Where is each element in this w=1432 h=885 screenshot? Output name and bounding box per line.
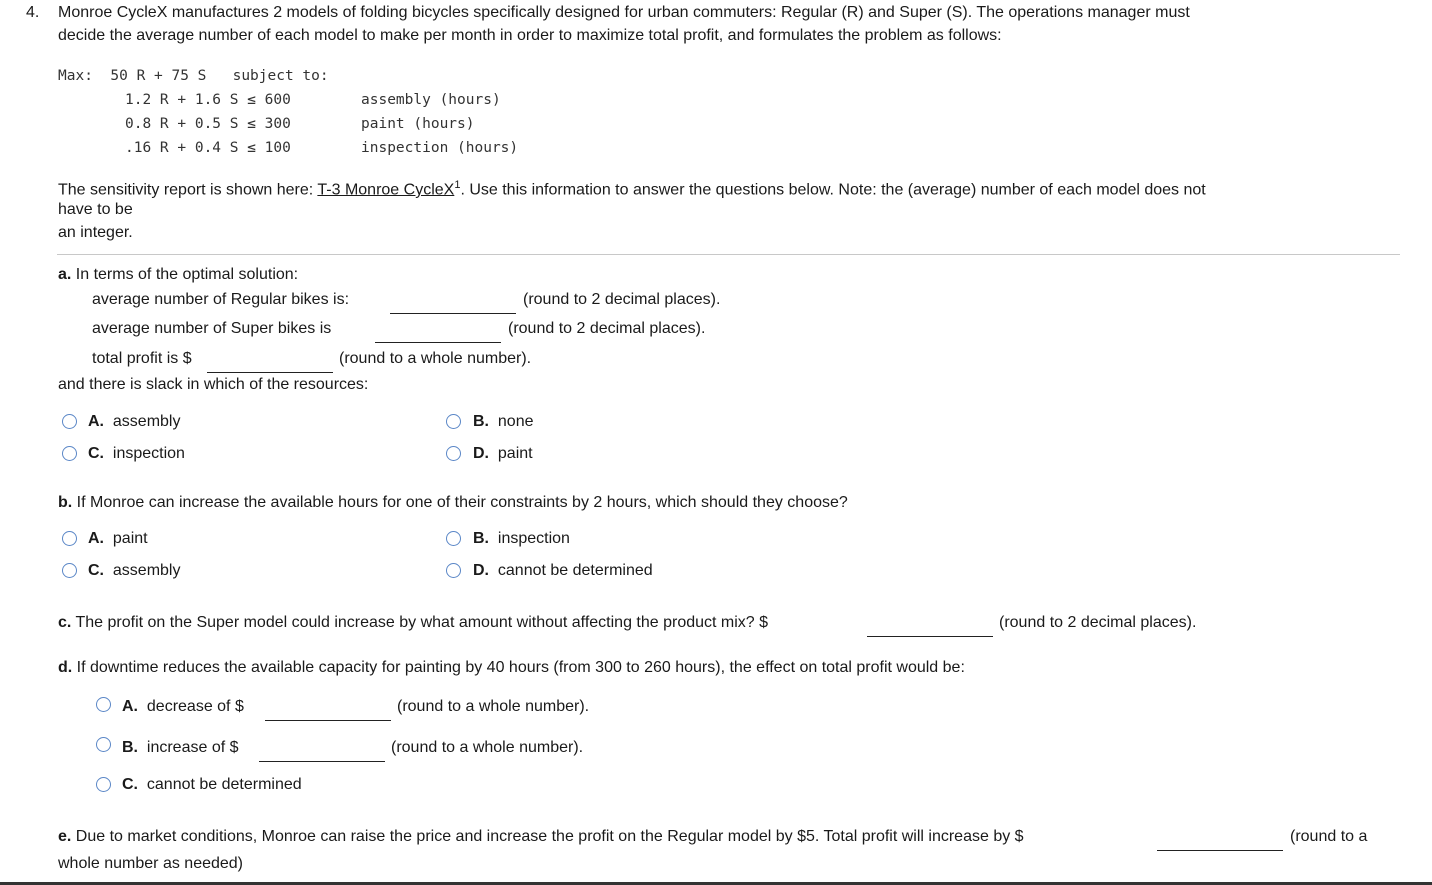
option-text: cannot be determined — [497, 562, 653, 579]
part-d-prompt-text: If downtime reduces the available capacity for painting by 40 hours (from 300 to 260 hours), the effect on total profit would be: — [76, 659, 965, 676]
part-d-option-c-radio[interactable] — [96, 777, 111, 792]
part-e-prompt-text: Due to market conditions, Monroe can raise the price and increase the profit on the Regular model by $5. Total profit will increase by $ — [75, 828, 1024, 845]
part-c-letter: c. — [58, 614, 72, 631]
part-a-option-a — [88, 413, 180, 431]
part-e-hint: (round to a — [1290, 828, 1368, 845]
intro-line-1: Monroe CycleX manufactures 2 models of folding bicycles specifically designed for urban commuters: Regular (R) and Super (S). The operations manager must — [58, 4, 1190, 21]
option-letter: C. — [88, 562, 104, 579]
super-bikes-label: average number of Super bikes is — [92, 320, 332, 337]
part-d-option-a-hint: (round to a whole number). — [397, 698, 590, 715]
part-a-option-a-radio[interactable] — [62, 414, 77, 429]
part-a-letter: a. — [58, 266, 72, 283]
option-text: increase of $ — [146, 739, 239, 756]
part-a-option-d — [473, 445, 533, 463]
part-d-increase-input[interactable] — [259, 739, 385, 762]
part-b-option-c — [88, 562, 180, 580]
part-c-prompt — [58, 614, 768, 632]
option-letter: D. — [473, 445, 489, 462]
slack-prompt: and there is slack in which of the resources: — [58, 376, 369, 393]
part-e-hint-line-2: whole number as needed) — [58, 855, 244, 872]
part-b-option-b-radio[interactable] — [446, 531, 461, 546]
constraint-inspection: .16 R + 0.4 S ≤ 100 — [125, 140, 291, 156]
part-a-prompt — [58, 266, 298, 284]
part-b-letter: b. — [58, 494, 73, 511]
objective-function: Max: 50 R + 75 S subject to: — [58, 68, 329, 84]
sensitivity-suffix: . Use this information to answer the questions below. Note: the (average) number of each model does not — [460, 181, 1206, 199]
sensitivity-line-3: an integer. — [58, 224, 133, 241]
part-c-input[interactable] — [867, 614, 993, 637]
regular-bikes-input[interactable] — [390, 291, 516, 314]
constraint-assembly: 1.2 R + 1.6 S ≤ 600 — [125, 92, 291, 108]
option-letter: B. — [473, 413, 489, 430]
part-a-option-b — [473, 413, 533, 431]
sensitivity-line-2: have to be — [58, 201, 133, 218]
option-text: cannot be determined — [146, 776, 302, 793]
option-text: decrease of $ — [146, 698, 244, 715]
part-d-option-b-radio[interactable] — [96, 737, 111, 752]
part-e-letter: e. — [58, 828, 72, 845]
part-c-prompt-text: The profit on the Super model could increase by what amount without affecting the product mix? $ — [75, 614, 769, 631]
option-letter: D. — [473, 562, 489, 579]
section-divider — [57, 254, 1400, 255]
option-text: paint — [112, 530, 148, 547]
part-a-option-d-radio[interactable] — [446, 446, 461, 461]
part-d-option-a-radio[interactable] — [96, 697, 111, 712]
part-d-option-b — [122, 739, 239, 757]
sensitivity-prefix: The sensitivity report is shown here: — [58, 181, 314, 199]
option-text: none — [497, 413, 534, 430]
part-d-letter: d. — [58, 659, 73, 676]
part-d-option-a — [122, 698, 244, 716]
part-d-decrease-input[interactable] — [265, 698, 391, 721]
regular-bikes-label: average number of Regular bikes is: — [92, 291, 350, 308]
part-b-option-b — [473, 530, 570, 548]
constraint-inspection-label: inspection (hours) — [361, 140, 519, 156]
option-text: assembly — [112, 562, 181, 579]
option-letter: C. — [122, 776, 138, 793]
total-profit-input[interactable] — [207, 350, 333, 373]
part-a-option-b-radio[interactable] — [446, 414, 461, 429]
total-profit-label: total profit is $ — [92, 350, 192, 367]
part-b-option-d-radio[interactable] — [446, 563, 461, 578]
option-text: inspection — [112, 445, 185, 462]
option-letter: A. — [122, 698, 138, 715]
part-b-option-a — [88, 530, 148, 548]
constraint-assembly-label: assembly (hours) — [361, 92, 501, 108]
option-letter: B. — [122, 739, 138, 756]
question-number: 4. — [26, 4, 40, 21]
option-letter: A. — [88, 530, 104, 547]
intro-line-2: decide the average number of each model to make per month in order to maximize total profit, and formulates the problem as follows: — [58, 27, 1002, 44]
part-c-hint: (round to 2 decimal places). — [999, 614, 1197, 631]
option-letter: A. — [88, 413, 104, 430]
part-a-prompt-text: In terms of the optimal solution: — [75, 266, 299, 283]
total-profit-hint: (round to a whole number). — [339, 350, 532, 367]
part-d-option-b-hint: (round to a whole number). — [391, 739, 584, 756]
option-letter: C. — [88, 445, 104, 462]
part-b-option-c-radio[interactable] — [62, 563, 77, 578]
regular-bikes-hint: (round to 2 decimal places). — [523, 291, 721, 308]
sensitivity-report-link[interactable]: T-3 Monroe CycleX — [317, 181, 455, 199]
option-letter: B. — [473, 530, 489, 547]
constraint-paint: 0.8 R + 0.5 S ≤ 300 — [125, 116, 291, 132]
part-b-option-d — [473, 562, 653, 580]
option-text: assembly — [112, 413, 181, 430]
sensitivity-text — [58, 179, 1206, 199]
option-text: inspection — [497, 530, 570, 547]
super-bikes-input[interactable] — [375, 320, 501, 343]
option-text: paint — [497, 445, 533, 462]
footnote-marker: 1 — [454, 179, 461, 191]
part-b-prompt-text: If Monroe can increase the available hours for one of their constraints by 2 hours, which should they choose? — [76, 494, 848, 511]
part-b-option-a-radio[interactable] — [62, 531, 77, 546]
part-d-option-c — [122, 776, 302, 794]
part-a-option-c-radio[interactable] — [62, 446, 77, 461]
part-e-prompt — [58, 828, 1024, 846]
part-a-option-c — [88, 445, 185, 463]
part-b-prompt — [58, 494, 848, 512]
constraint-paint-label: paint (hours) — [361, 116, 475, 132]
super-bikes-hint: (round to 2 decimal places). — [508, 320, 706, 337]
part-e-input[interactable] — [1157, 828, 1283, 851]
part-d-prompt — [58, 659, 965, 677]
